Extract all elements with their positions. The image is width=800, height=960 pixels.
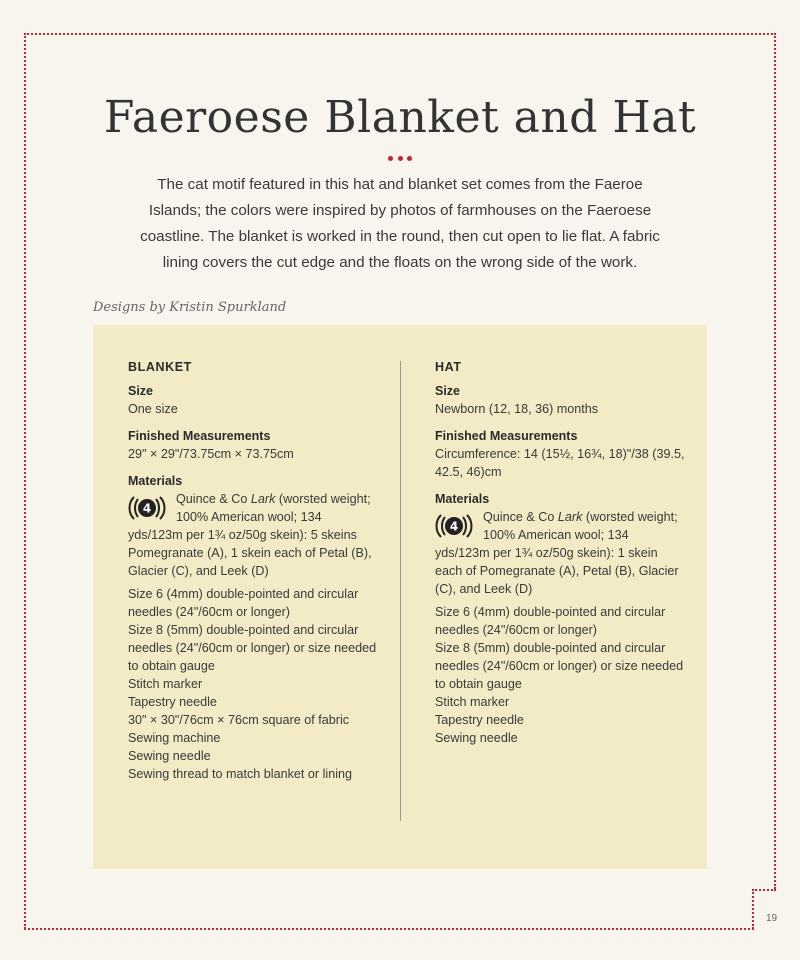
- hat-size-label: Size: [435, 384, 461, 398]
- materials-list-item: Size 8 (5mm) double-pointed and circular needles (24"/60cm or longer) or size needed to obtain gauge: [435, 640, 684, 691]
- page-border-bottom: [24, 928, 754, 930]
- yarn-details: (worsted weight; 100% American wool; 134 yds/123m per 1¾ oz/50g skein): 1 skein each of Pomegranate (A), Petal (B), Glacier (C), and Leek (D): [435, 510, 679, 596]
- hat-yarn-description: [435, 508, 685, 598]
- page-border-left: [24, 33, 26, 929]
- yarn-weight-number: 4: [449, 519, 459, 534]
- yarn-details: (worsted weight; 100% American wool; 134 yds/123m per 1¾ oz/50g skein): 5 skeins Pomegranate (A), 1 skein each of Petal (B), Glacier (C), and Leek (D): [128, 492, 372, 578]
- intro-paragraph: The cat motif featured in this hat and blanket set comes from the Faeroe Islands; the colors were inspired by photos of farmhouses on the Faeroese coastline. The blanket is worked in the round, then cut open to lie flat. A fabric lining covers the cut edge and the floats on the wrong side of the work.: [140, 176, 660, 271]
- hat-materials-label: Materials: [435, 492, 490, 506]
- column-divider: [400, 361, 401, 821]
- hat-column: [435, 360, 685, 747]
- materials-list-item: Stitch marker: [435, 694, 510, 709]
- page-border-notch-vertical: [752, 889, 754, 929]
- hat-size-value: Newborn (12, 18, 36) months: [435, 402, 599, 416]
- blanket-size-value: One size: [128, 402, 178, 416]
- yarn-weight-icon: [128, 493, 166, 523]
- page-border-notch: [752, 889, 776, 891]
- materials-list-item: Sewing needle: [435, 730, 518, 745]
- yarn-name: Lark: [250, 492, 276, 506]
- blanket-column: [128, 360, 378, 783]
- hat-measure-value: Circumference: 14 (15½, 16¾, 18)"/38 (39.5, 42.5, 46)cm: [435, 447, 685, 479]
- materials-list-item: Size 8 (5mm) double-pointed and circular needles (24"/60cm or longer) or size needed to obtain gauge: [128, 622, 377, 673]
- blanket-yarn-description: [128, 490, 378, 580]
- materials-list-item: Size 6 (4mm) double-pointed and circular needles (24"/60cm or longer): [128, 586, 359, 619]
- hat-heading: HAT: [435, 360, 462, 374]
- materials-list-item: Tapestry needle: [435, 712, 524, 727]
- yarn-weight-number: 4: [142, 501, 152, 516]
- ornament-dots: [388, 156, 412, 164]
- blanket-measure-label: Finished Measurements: [128, 429, 271, 443]
- page-border-top: [24, 33, 776, 35]
- yarn-name: Lark: [557, 510, 583, 524]
- yarn-weight-icon: [435, 511, 473, 541]
- materials-list-item: Sewing needle: [128, 748, 211, 763]
- page-title: Faeroese Blanket and Hat: [103, 92, 697, 143]
- page-number: 19: [766, 913, 778, 924]
- materials-list-item: Size 6 (4mm) double-pointed and circular needles (24"/60cm or longer): [435, 604, 666, 637]
- materials-list-item: Sewing machine: [128, 730, 221, 745]
- yarn-brand: Quince & Co: [176, 492, 251, 506]
- blanket-materials-label: Materials: [128, 474, 183, 488]
- designer-byline: Designs by Kristin Spurkland: [93, 300, 287, 315]
- materials-list-item: Stitch marker: [128, 676, 203, 691]
- materials-list-item: Sewing thread to match blanket or lining: [128, 766, 353, 781]
- materials-list-item: 30" × 30"/76cm × 76cm square of fabric: [128, 712, 350, 727]
- blanket-heading: BLANKET: [128, 360, 192, 374]
- yarn-brand: Quince & Co: [483, 510, 558, 524]
- materials-list-item: Tapestry needle: [128, 694, 217, 709]
- blanket-size-label: Size: [128, 384, 154, 398]
- blanket-measure-value: 29" × 29"/73.75cm × 73.75cm: [128, 447, 294, 461]
- page-border-right: [774, 33, 776, 889]
- hat-measure-label: Finished Measurements: [435, 429, 578, 443]
